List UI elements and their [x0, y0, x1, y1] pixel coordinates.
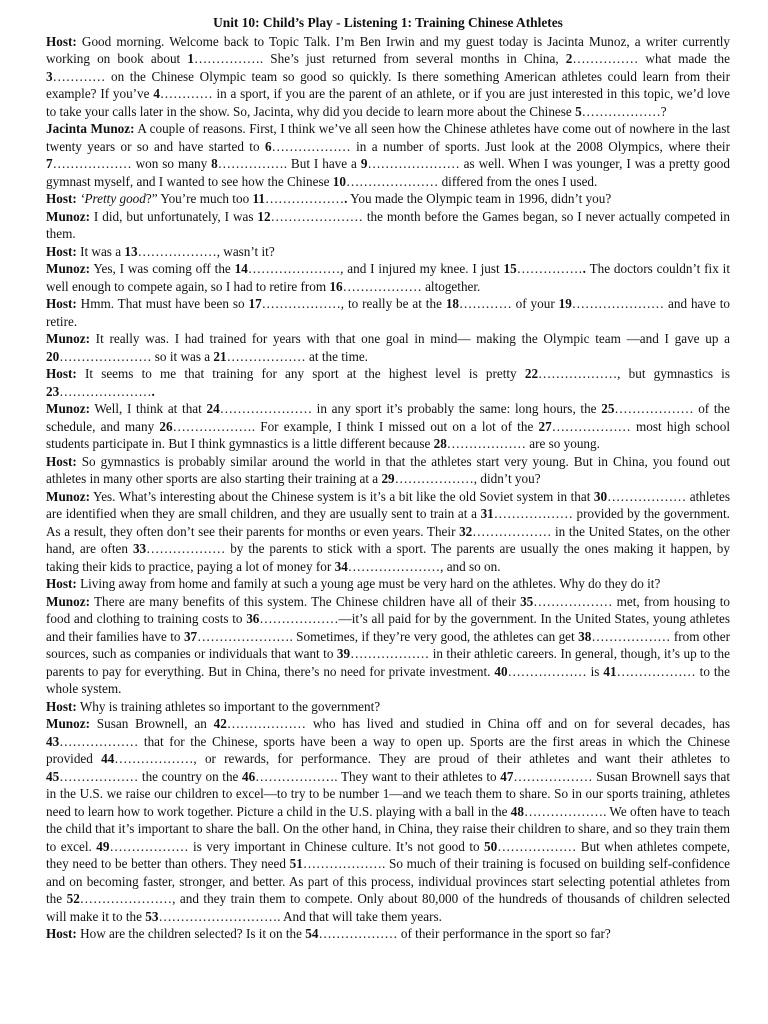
blank-number: 39 — [336, 646, 351, 661]
blank-number: 18 — [445, 296, 460, 311]
body-text: ………………, wasn’t it? — [137, 243, 275, 259]
body-text: ……………… the country on the — [59, 768, 242, 784]
blank-number: 2 — [565, 51, 573, 66]
blank-number: 13 — [124, 243, 138, 259]
body-text: So gymnastics is probably similar around the world in that the athletes start very young. But in China, you found out athletes in many other sports are also starting their training at a — [46, 453, 730, 486]
blank-number: 34 — [334, 558, 348, 574]
body-text: It really was. I had trained for years with that one goal in mind— making the Olympic team —and I gave up a — [89, 331, 730, 346]
speaker-label: Munoz: — [46, 716, 90, 731]
blank-number: 52 — [66, 891, 80, 906]
body-text: ………………, to really be at the — [261, 296, 446, 311]
body-text: ………………… in any sport it’s probably the same: long hours, the — [219, 401, 602, 416]
blank-number: 14 — [234, 261, 248, 276]
blank-number: . — [344, 191, 348, 206]
body-text: You made the Olympic team in 1996, didn’t you? — [347, 191, 612, 206]
blank-number: 6 — [264, 138, 272, 154]
blank-number: 25 — [601, 401, 615, 416]
blank-number: 47 — [500, 768, 514, 784]
body-text: …………………, and I injured my knee. I just — [247, 261, 504, 276]
transcript-paragraph — [46, 295, 730, 330]
transcript-paragraph — [46, 925, 730, 943]
body-text: ……………… who has lived and studied in China off and on for several decades, has — [226, 716, 730, 731]
body-text: ……………… met, from housing to food and clothing to training costs to — [46, 593, 730, 626]
body-text: There are many benefits of this system. The Chinese children have all of their — [89, 593, 521, 609]
speaker-label: Munoz: — [46, 593, 90, 609]
speaker-label: Host: — [46, 576, 77, 591]
body-text: ……………… altogether. — [342, 278, 481, 294]
blank-number: 40 — [494, 663, 508, 679]
speaker-label: Host: — [46, 296, 77, 311]
blank-number: 1 — [187, 51, 194, 66]
blank-number: 50 — [484, 838, 498, 854]
transcript-paragraph — [46, 208, 730, 243]
blank-number: . — [582, 261, 586, 276]
transcript-paragraph — [46, 488, 730, 576]
body-text: ………………. We often have to teach the child that it’s important to share the ball. On the other hand, in China, they raise their children to share, and so they train them to excel. — [46, 803, 731, 854]
blank-number: 49 — [96, 838, 110, 854]
blank-number: 46 — [241, 768, 256, 784]
body-text: ………………—it’s all paid for by the government. In the United States, young athletes and their families have to — [46, 611, 730, 644]
body-text: ………………, but gymnastics is — [538, 366, 730, 381]
transcript-paragraph — [46, 365, 730, 400]
body-text: …………… what made the — [572, 51, 730, 66]
transcript-paragraph — [46, 593, 730, 698]
transcript-paragraph — [46, 400, 730, 453]
speaker-label: Host: — [46, 698, 77, 714]
blank-number: 27 — [538, 418, 552, 434]
body-text: ……………. But I have a — [217, 156, 361, 171]
speaker-label: Host: — [46, 366, 77, 381]
speaker-label: Munoz: — [46, 331, 90, 346]
blank-number: 17 — [248, 296, 262, 311]
body-text: ……………… in the United States, on the other hand, are often — [46, 523, 730, 556]
body-text: ………………… differed from the ones I used. — [345, 173, 598, 189]
body-text: ……………… at the time. — [226, 348, 368, 364]
body-text: ……………… that for the Chinese, sports have been a way to open up. Sports are the first areas in which the Chinese provided — [46, 733, 730, 766]
body-text: ?” You’re much too — [145, 191, 253, 206]
transcript-paragraph — [46, 33, 730, 121]
blank-number: 35 — [520, 593, 534, 609]
body-text: ……………… is — [507, 663, 604, 679]
body-text: ……………… in their athletic careers. In general, though, it’s up to the parents to pay for everything. But in China, there’s no need for private investment. — [46, 646, 730, 679]
body-text: ……………… Susan Brownell says that in the U.S. we raise our children to excel—to try to be number 1—and we teach them to share. So in our sports training, athletes need to learn how to work together. Picture a child in the U.S. playing with a ball in the — [46, 768, 730, 819]
speaker-label: Host: — [46, 243, 77, 259]
body-text: How are the children selected? Is it on the — [76, 926, 306, 941]
blank-number: 33 — [132, 541, 147, 556]
body-text: ……………… won so many — [52, 156, 212, 171]
transcript-paragraph — [46, 453, 730, 488]
body-text: Yes. What’s interesting about the Chinese system is it’s a bit like the old Soviet system in that — [89, 488, 594, 504]
blank-number: 36 — [246, 611, 260, 626]
body-text: ………………. For example, I think I missed out on a lot of the — [172, 418, 539, 434]
speaker-label: Munoz: — [46, 488, 90, 504]
blank-number: 37 — [183, 628, 198, 644]
body-text: …………………, and they train them to compete. Only about 80,000 of the hundreds of thousands of children selected will make it to the — [46, 891, 730, 924]
body-text: ………………… — [59, 383, 152, 399]
body-text: ………………. So much of their training is focused on building self-confidence and on becoming faster, stronger, and better. As part of this process, individual provinces start selecting potential athletes from the — [46, 856, 730, 906]
blank-number: 31 — [480, 506, 494, 521]
blank-number: 42 — [213, 716, 227, 731]
transcript-paragraph — [46, 120, 730, 190]
blank-number: 11 — [252, 191, 265, 206]
body-text: Hmm. That must have been so — [76, 296, 249, 311]
speaker-label: Munoz: — [46, 401, 90, 416]
blank-number: 16 — [329, 278, 343, 294]
transcript-body — [46, 33, 730, 943]
blank-number: 20 — [46, 348, 60, 364]
blank-number: 45 — [46, 768, 60, 784]
blank-number: 41 — [603, 663, 617, 679]
transcript-paragraph — [46, 575, 730, 593]
transcript-paragraph — [46, 260, 730, 295]
body-text: Susan Brownell, an — [89, 716, 214, 731]
body-text: I did, but unfortunately, I was — [89, 208, 258, 224]
body-text: …………… — [516, 261, 583, 276]
speaker-label: Host: — [46, 926, 77, 941]
body-text: Yes, I was coming off the — [89, 261, 235, 276]
body-text: Well, I think at that — [89, 401, 207, 416]
body-text: ………………, didn’t you? — [394, 471, 541, 486]
body-text: ……………… of their performance in the sport so far? — [318, 926, 611, 941]
body-text: ………… on the Chinese Olympic team so good so quickly. Is there something American athletes could learn from their example? If you’ve — [46, 68, 730, 101]
transcript-paragraph — [46, 715, 730, 925]
body-text: ……………… are so young. — [446, 436, 600, 451]
body-text: It was a — [76, 243, 125, 259]
body-text: ………… in a sport, if you are the parent of an athlete, or if you are just interested in this topic, we’d love to take your calls later in the show. So, Jacinta, why did you decide to learn more about the Chinese — [46, 86, 730, 119]
body-text: ……………… to the whole system. — [46, 663, 731, 696]
blank-number: 3 — [46, 68, 53, 84]
body-text: ……………… is very important in Chinese culture. It’s not good to — [109, 838, 485, 854]
blank-number: 8 — [211, 156, 218, 171]
italic-text: ‘Pretty good — [80, 191, 146, 206]
body-text: Living away from home and family at such a young age must be very hard on the athletes. Why do they do it? — [76, 576, 661, 591]
blank-number: 23 — [46, 383, 60, 399]
transcript-paragraph — [46, 698, 730, 716]
transcript-paragraph — [46, 190, 730, 208]
speaker-label: Jacinta Munoz: — [46, 121, 135, 136]
blank-number: 5 — [575, 103, 582, 119]
body-text: A couple of reasons. First, I think we’ve all seen how the Chinese athletes have come out of nowhere in the last twenty years or so and have started to — [46, 121, 730, 154]
body-text: ………………… the month before the Games began, so I never actually competed in them. — [46, 208, 730, 241]
body-text: ………… of your — [459, 296, 559, 311]
body-text: Why is training athletes so important to the government? — [76, 698, 381, 714]
transcript-paragraph — [46, 243, 730, 261]
blank-number: 4 — [153, 86, 160, 101]
body-text: ………………… as well. When I was younger, I was a pretty good gymnast myself, and I wanted to see how the Chinese — [46, 156, 730, 189]
blank-number: 32 — [459, 523, 473, 539]
body-text: ……………… in a number of sports. Just look at the 2008 Olympics, where their — [271, 138, 730, 154]
blank-number: 15 — [503, 261, 517, 276]
blank-number: 9 — [360, 156, 368, 171]
body-text: ……………… provided by the government. As a result, they often don’t see their parents for months or even years. Their — [46, 506, 730, 539]
body-text: ………………. They want to their athletes to — [255, 768, 501, 784]
body-text: ……………… by the parents to stick with a sport. The parents are usually the ones making it happen, by taking their kids to practice, paying a lot of money for — [46, 541, 730, 574]
blank-number: 21 — [213, 348, 227, 364]
blank-number: 44 — [101, 751, 115, 766]
body-text: ……………… athletes are identified when they are small children, and they are usually sent to train at a — [46, 488, 730, 521]
body-text: ………………………. And that will take them years. — [158, 908, 442, 924]
body-text: …………………, and so on. — [347, 558, 501, 574]
blank-number: 51 — [289, 856, 303, 871]
blank-number: 43 — [46, 733, 60, 749]
body-text: ……………… — [264, 191, 345, 206]
speaker-label: Munoz: — [46, 261, 90, 276]
body-text: ………………… and have to retire. — [46, 296, 730, 329]
blank-number: 22 — [524, 366, 539, 381]
blank-number: 7 — [46, 156, 53, 171]
speaker-label: Host: — [46, 453, 77, 469]
blank-number: 26 — [159, 418, 173, 434]
blank-number: 24 — [206, 401, 220, 416]
speaker-label: Host: — [46, 33, 77, 49]
speaker-label: Munoz: — [46, 208, 90, 224]
body-text: The doctors couldn’t fix it well enough to compete again, so I had to retire from — [46, 261, 730, 294]
blank-number: 28 — [433, 436, 447, 451]
body-text: Good morning. Welcome back to Topic Talk. I’m Ben Irwin and my guest today is Jacinta Munoz, a writer currently working on book about — [46, 33, 730, 66]
blank-number: 38 — [578, 628, 592, 644]
body-text: ……………… most high school students participate in. But I think gymnastics is a little different because — [46, 418, 730, 451]
body-text: ……………… from other sources, such as companies or individuals that want to — [46, 628, 731, 661]
speaker-label: Host: — [46, 191, 77, 206]
blank-number: 10 — [332, 173, 346, 189]
blank-number: 29 — [381, 471, 395, 486]
body-text: …………………. Sometimes, if they’re very good, the athletes can get — [197, 628, 579, 644]
page-title: Unit 10: Child’s Play - Listening 1: Training Chinese Athletes — [213, 15, 563, 30]
blank-number: 12 — [257, 208, 271, 224]
blank-number: 54 — [305, 926, 319, 941]
body-text: ………………… so it was a — [59, 348, 214, 364]
body-text: ………………, or rewards, for performance. They are proud of their athletes and want their athletes to — [114, 751, 730, 766]
blank-number: . — [151, 383, 155, 399]
blank-number: 30 — [593, 488, 608, 504]
body-text: ……………… of the schedule, and many — [46, 401, 730, 434]
blank-number: 48 — [510, 803, 524, 819]
body-text: ……………. She’s just returned from several months in China, — [193, 51, 566, 66]
body-text: ………………? — [581, 103, 667, 119]
body-text: It seems to me that training for any sport at the highest level is pretty — [76, 366, 525, 381]
transcript-paragraph — [46, 330, 730, 365]
blank-number: 19 — [558, 296, 572, 311]
blank-number: 53 — [145, 908, 159, 924]
body-text: ……………… But when athletes compete, they need to be better than others. They need — [46, 838, 730, 871]
